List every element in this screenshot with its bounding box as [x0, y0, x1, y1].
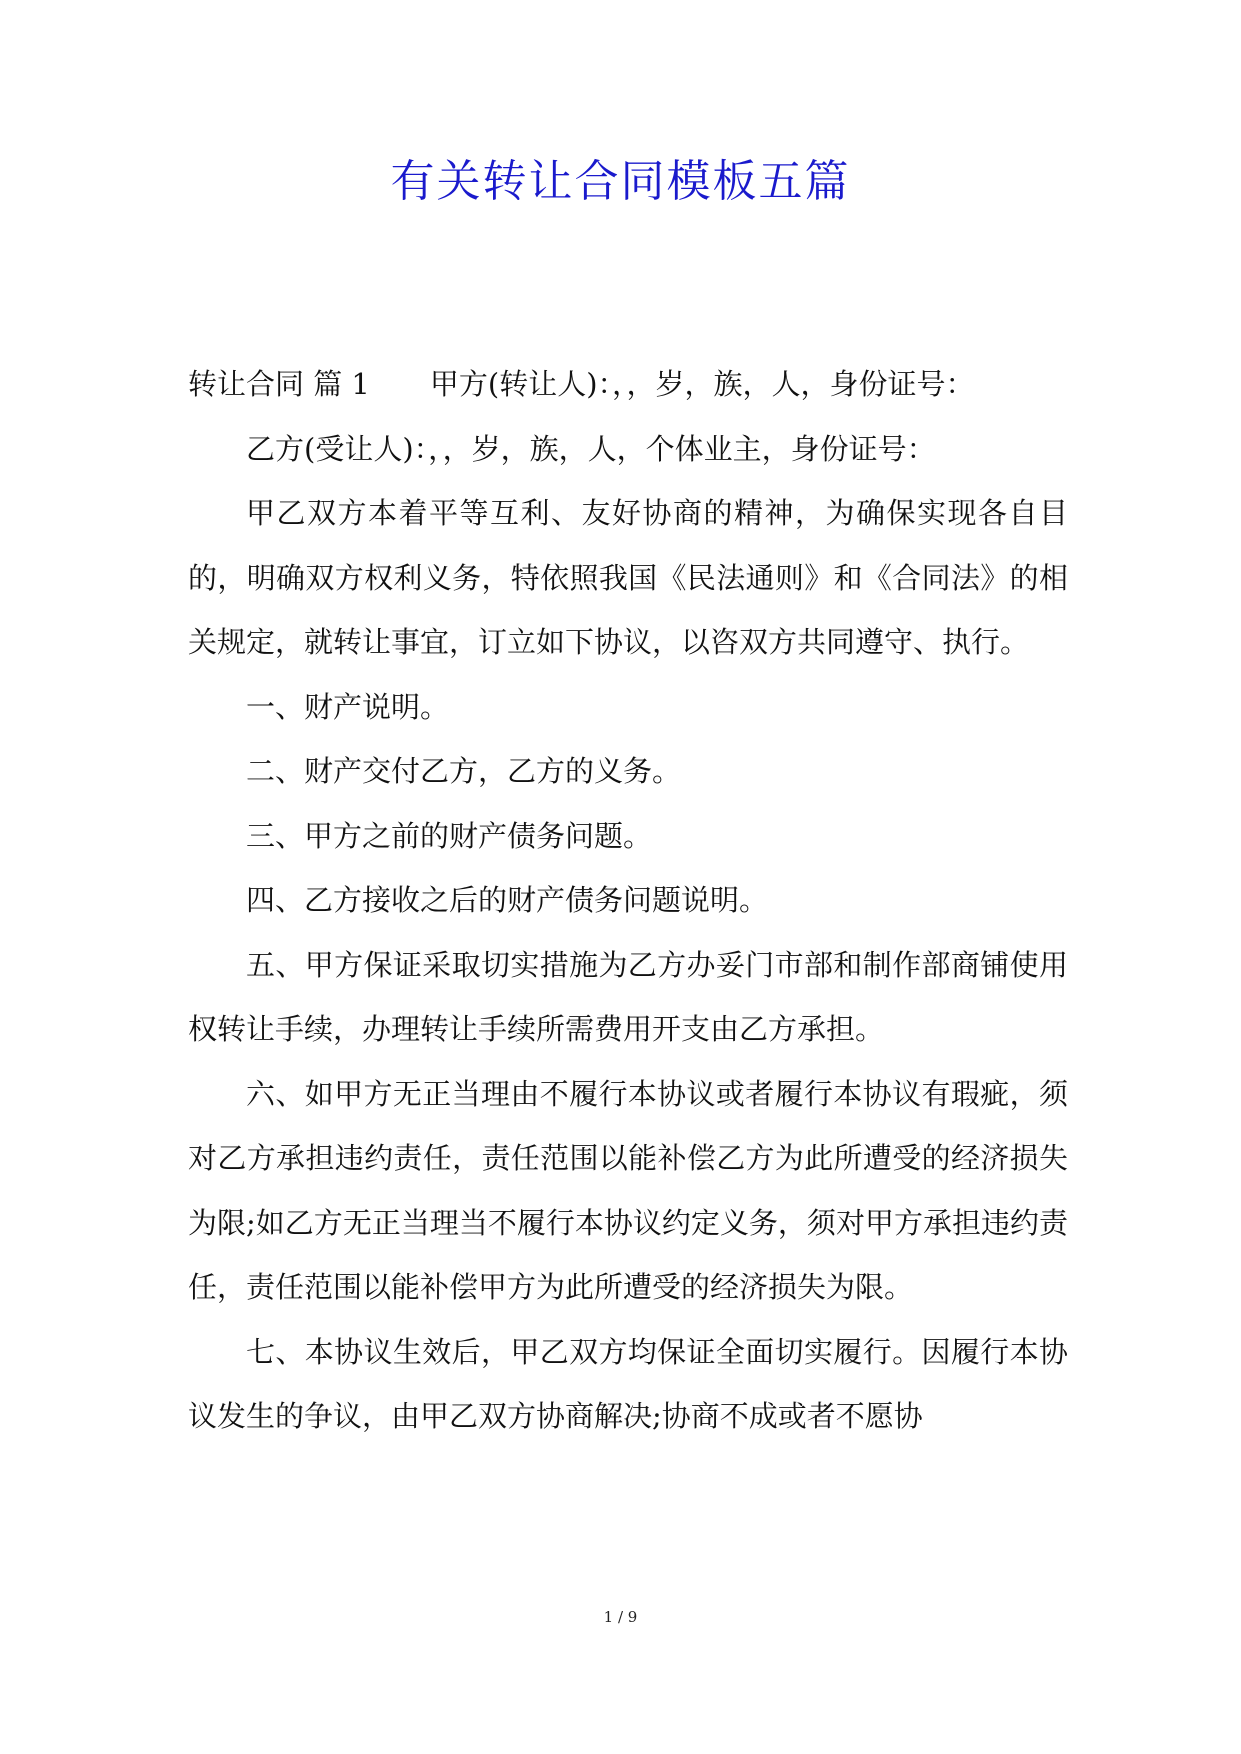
paragraph-clause-1: 一、财产说明。: [246, 689, 450, 724]
paragraph-clause-2: 二、财产交付乙方，乙方的义务。: [246, 754, 682, 788]
first-line: [188, 352, 1068, 417]
section-heading: 转让合同 篇 1: [188, 367, 370, 401]
document-title: 有关转让合同模板五篇: [390, 156, 851, 207]
document-body: [188, 352, 1068, 1449]
page-number: 1 / 9: [603, 1608, 638, 1626]
paragraph-preamble: 甲乙双方本着平等互利、友好协商的精神，为确保实现各自目的，明确双方权利义务，特依照我国《民法通则》和《合同法》的相关规定，就转让事宜，订立如下协议，以咨双方共同遵守、执行。: [188, 496, 1068, 659]
paragraph-clause-6: 六、如甲方无正当理由不履行本协议或者履行本协议有瑕疵，须对乙方承担违约责任，责任范围以能补偿乙方为此所遭受的经济损失为限;如乙方无正当理当不履行本协议约定义务，须对甲方承担违约责任，责任范围以能补偿甲方为此所遭受的经济损失为限。: [188, 1076, 1068, 1304]
paragraph-clause-3: 三、甲方之前的财产债务问题。: [246, 818, 653, 853]
paragraph-clause-7: 七、本协议生效后，甲乙双方均保证全面切实履行。因履行本协议发生的争议，由甲乙双方协商解决;协商不成或者不愿协: [188, 1334, 1068, 1433]
paragraph-party-b: 乙方(受让人)：，，岁，族，人，个体业主，身份证号：: [246, 431, 936, 466]
party-a-line: 甲方(转让人)：，，岁，族，人，身份证号：: [429, 367, 975, 401]
paragraph-clause-5: 五、甲方保证采取切实措施为乙方办妥门市部和制作部商铺使用权转让手续，办理转让手续所需费用开支由乙方承担。: [188, 947, 1068, 1046]
paragraph-clause-4: 四、乙方接收之后的财产债务问题说明。: [246, 883, 769, 917]
